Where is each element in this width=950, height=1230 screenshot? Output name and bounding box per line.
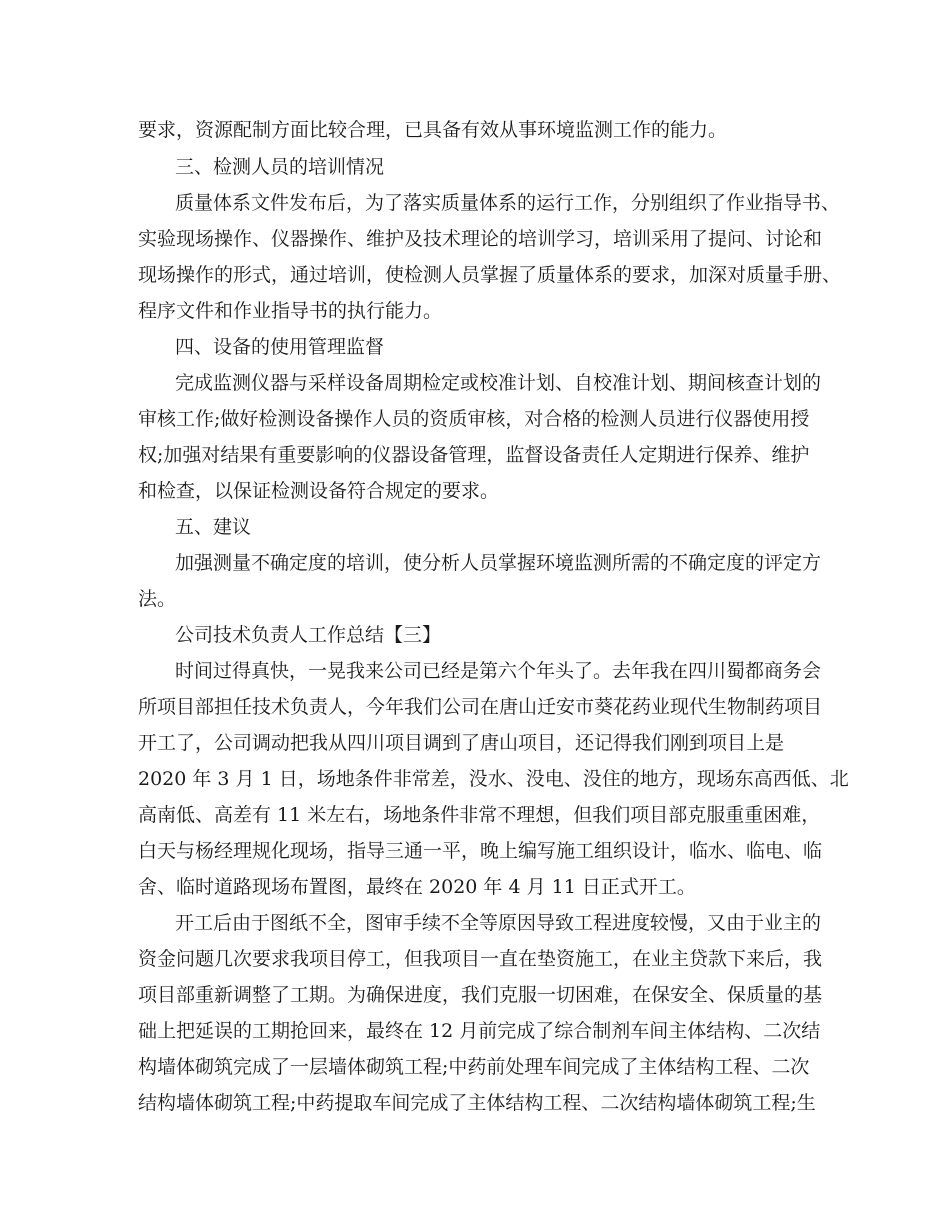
text-line: 项目部重新调整了工期。为确保进度，我们克服一切困难，在保安全、保质量的基 xyxy=(138,984,823,1006)
text-line: 质量体系文件发布后，为了落实质量体系的运行工作，分别组织了作业指导书、 xyxy=(175,192,841,214)
text-line: 程序文件和作业指导书的执行能力。 xyxy=(138,300,443,322)
text-line: 要求，资源配制方面比较合理，已具备有效从事环境监测工作的能力。 xyxy=(138,119,728,141)
text-line: 资金问题几次要求我项目停工，但我项目一直在垫资施工，在业主贷款下来后，我 xyxy=(138,948,823,970)
text-line: 权;加强对结果有重要影响的仪器设备管理，监督设备责任人定期进行保养、维护 xyxy=(138,444,810,466)
text-line: 现场操作的形式，通过培训，使检测人员掌握了质量体系的要求，加深对质量手册、 xyxy=(138,264,842,286)
section-heading: 三、检测人员的培训情况 xyxy=(175,156,385,178)
text-line: 时间过得真快，一晃我来公司已经是第六个年头了。去年我在四川蜀都商务会 xyxy=(175,660,822,682)
text-line: 构墙体砌筑完成了一层墙体砌筑工程;中药前处理车间完成了主体结构工程、二次 xyxy=(138,1056,810,1078)
text-line: 开工后由于图纸不全，图审手续不全等原因导致工程进度较慢，又由于业主的 xyxy=(175,912,822,934)
text-line: 白天与杨经理规化现场，指导三通一平，晚上编写施工组织设计，临水、临电、临 xyxy=(138,840,823,862)
text-line: 和检查，以保证检测设备符合规定的要求。 xyxy=(138,480,500,502)
text-line: 法。 xyxy=(138,588,177,610)
text-line: 审核工作;做好检测设备操作人员的资质审核，对合格的检测人员进行仪器使用授 xyxy=(138,408,810,430)
text-line: 础上把延误的工期抢回来，最终在 12 月前完成了综合制剂车间主体结构、二次结 xyxy=(138,1020,821,1042)
text-line: 舍、临时道路现场布置图，最终在 2020 年 4 月 11 日正式开工。 xyxy=(138,876,696,898)
text-line: 2020 年 3 月 1 日，场地条件非常差，没水、没电、没住的地方，现场东高西低、北 xyxy=(138,768,849,790)
text-line: 高南低、高差有 11 米左右，场地条件非常不理想，但我们项目部克服重重困难， xyxy=(138,804,821,826)
section-heading: 四、设备的使用管理监督 xyxy=(175,336,385,358)
text-line: 完成监测仪器与采样设备周期检定或校准计划、自校准计划、期间核查计划的 xyxy=(175,372,822,394)
text-line: 结构墙体砌筑工程;中药提取车间完成了主体结构工程、二次结构墙体砌筑工程;生 xyxy=(138,1092,816,1114)
section-heading: 五、建议 xyxy=(175,516,252,538)
text-line: 实验现场操作、仪器操作、维护及技术理论的培训学习，培训采用了提问、讨论和 xyxy=(138,228,823,250)
text-line: 所项目部担任技术负责人，今年我们公司在唐山迁安市葵花药业现代生物制药项目 xyxy=(138,696,823,718)
text-line: 开工了，公司调动把我从四川项目调到了唐山项目，还记得我们刚到项目上是 xyxy=(138,732,785,754)
text-line: 加强测量不确定度的培训，使分析人员掌握环境监测所需的不确定度的评定方 xyxy=(175,552,822,574)
section-heading: 公司技术负责人工作总结【三】 xyxy=(175,624,442,646)
